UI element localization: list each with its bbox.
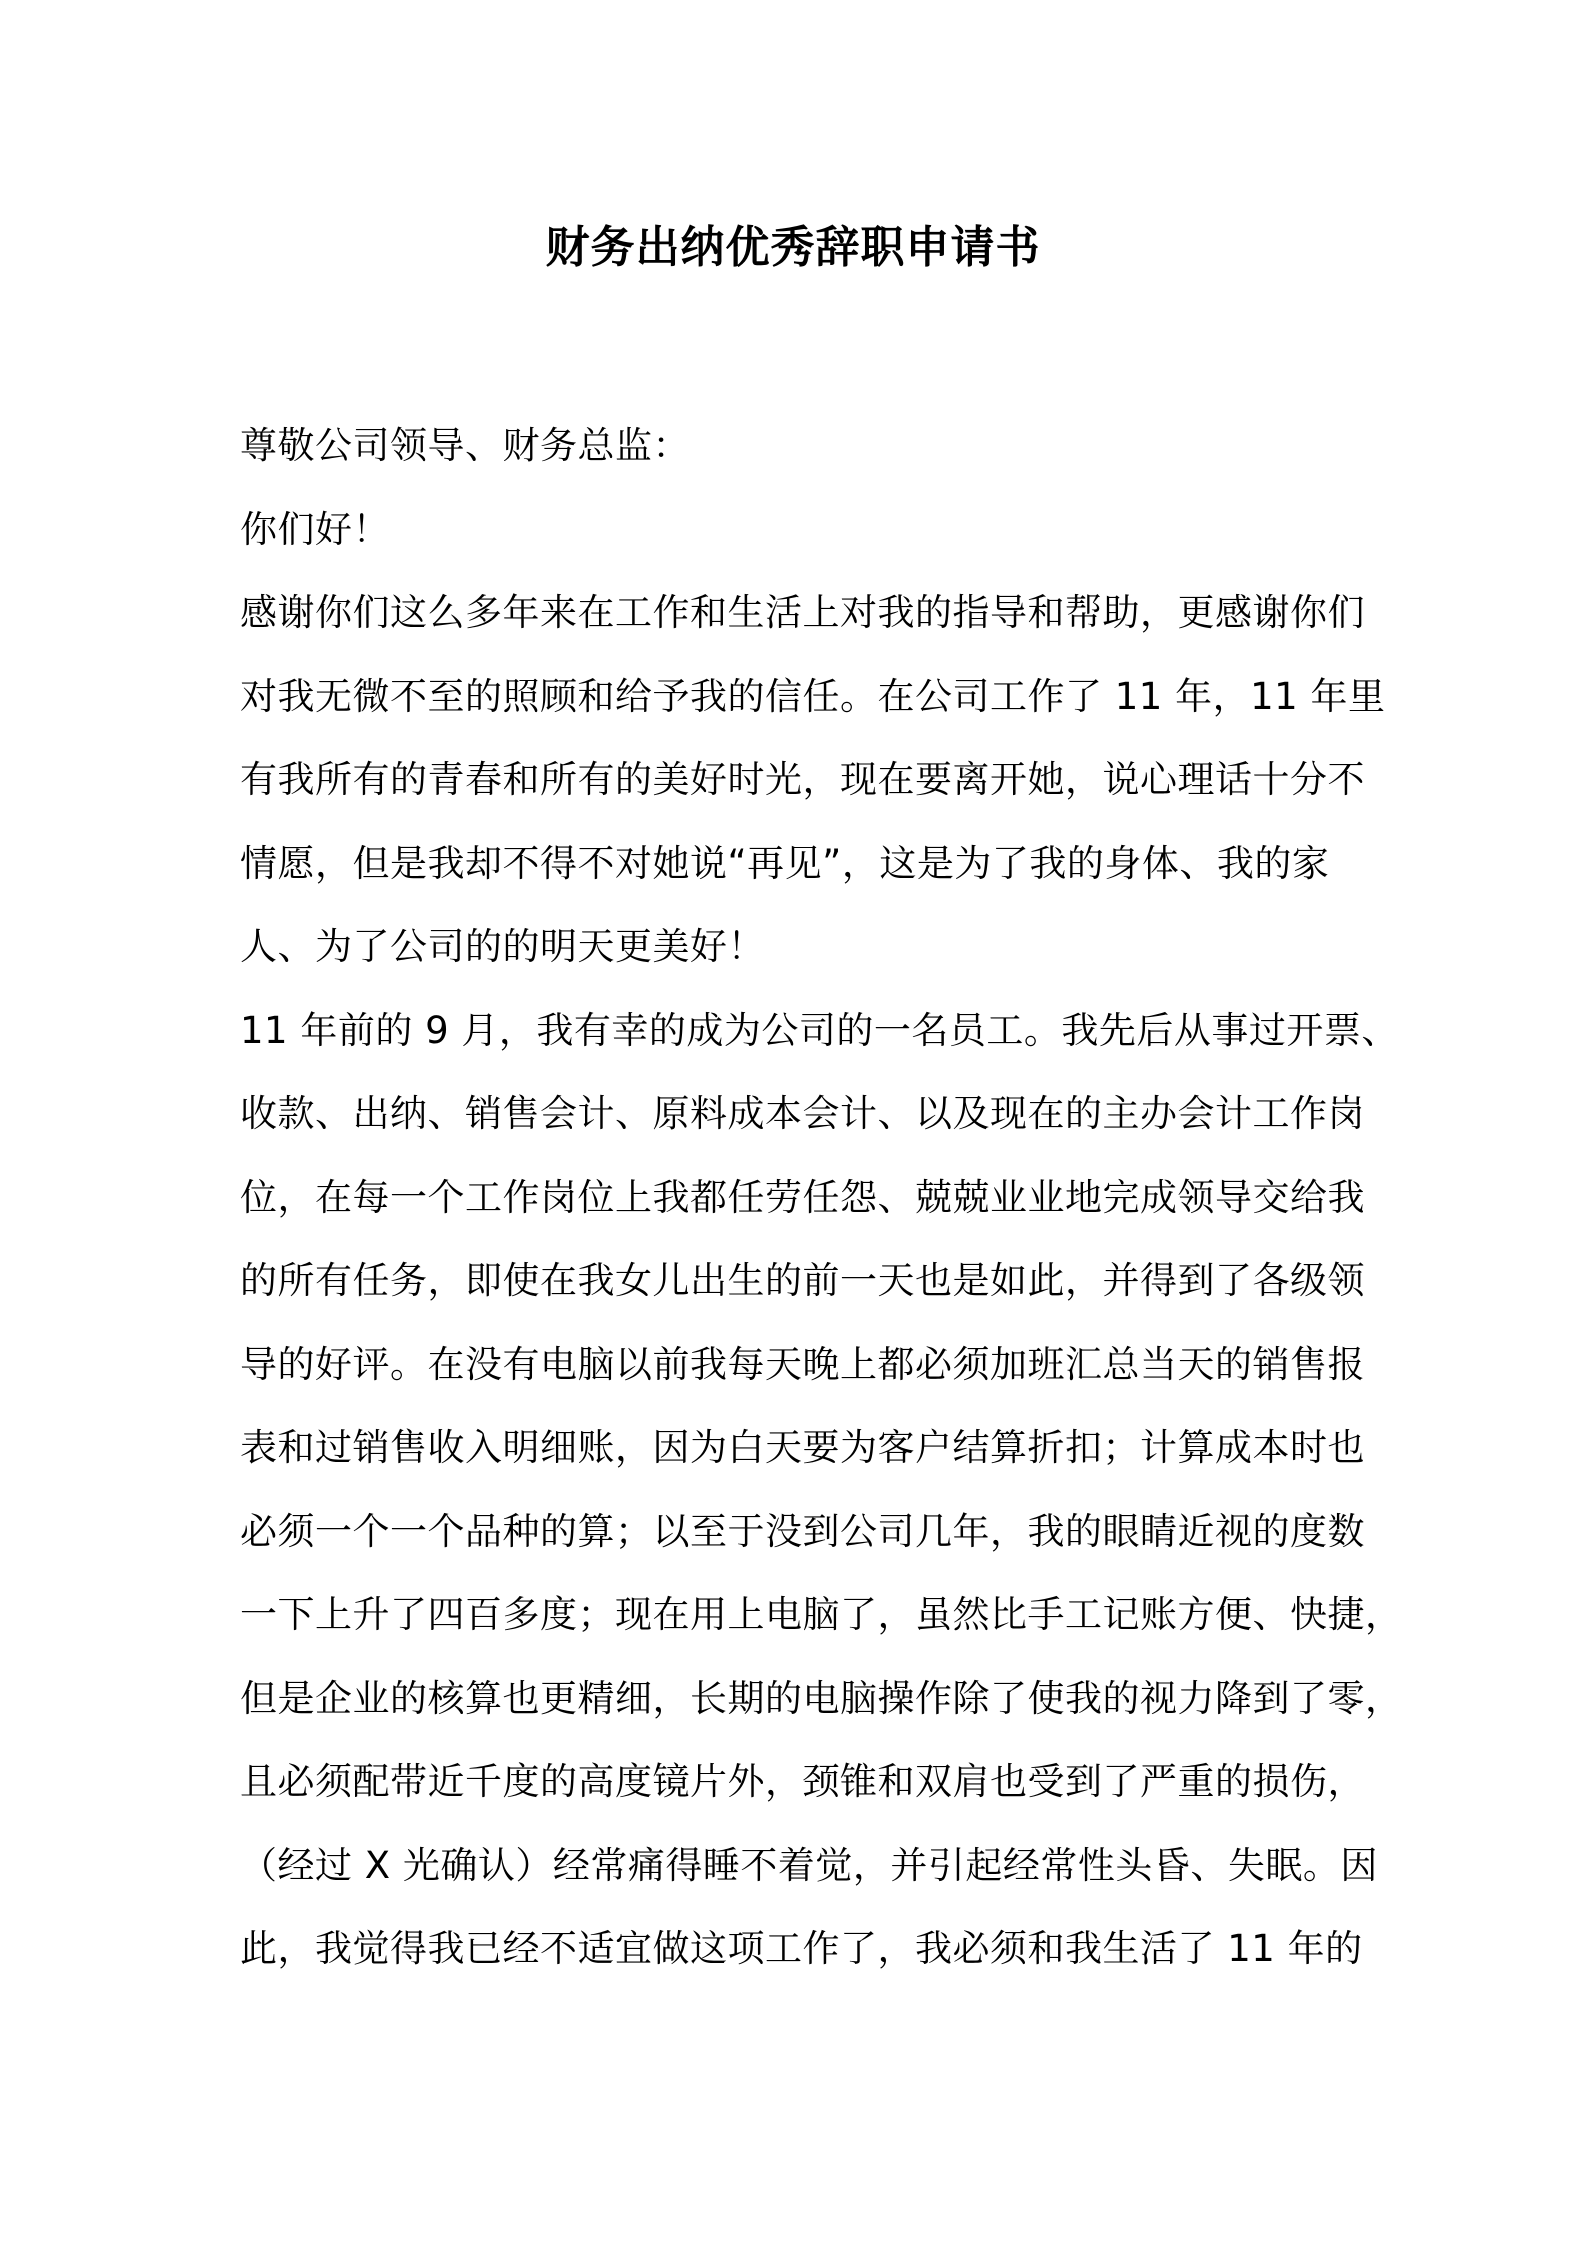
body-line-7: 收款、出纳、销售会计、原料成本会计、以及现在的主办会计工作岗	[240, 1092, 1365, 1135]
body-line-4: 情愿，但是我却不得不对她说“再见”，这是为了我的身体、我的家	[240, 841, 1330, 885]
body-line-11: 表和过销售收入明细账，因为白天要为客户结算折扣；计算成本时也	[240, 1426, 1365, 1469]
body-line-2: 对我无微不至的照顾和给予我的信任。在公司工作了 11 年，11 年里	[240, 674, 1386, 718]
body-line-3: 有我所有的青春和所有的美好时光，现在要离开她，说心理话十分不	[240, 758, 1365, 801]
salutation-line: 尊敬公司领导、财务总监：	[240, 424, 690, 467]
document-title: 财务出纳优秀辞职申请书	[545, 222, 1041, 273]
body-line-16: （经过 X 光确认）经常痛得睡不着觉，并引起经常性头昏、失眠。因	[240, 1843, 1378, 1887]
body-line-12: 必须一个一个品种的算；以至于没到公司几年，我的眼睛近视的度数	[240, 1509, 1365, 1553]
greeting-line: 你们好！	[240, 507, 390, 551]
body-line-10: 导的好评。在没有电脑以前我每天晚上都必须加班汇总当天的销售报	[240, 1342, 1365, 1386]
body-line-13: 一下上升了四百多度；现在用上电脑了，虽然比手工记账方便、快捷，	[240, 1593, 1403, 1636]
body-line-5: 人、为了公司的的明天更美好！	[240, 925, 765, 968]
body-line-17: 此，我觉得我已经不适宜做这项工作了，我必须和我生活了 11 年的	[240, 1927, 1363, 1970]
body-line-14: 但是企业的核算也更精细，长期的电脑操作除了使我的视力降到了零，	[240, 1676, 1403, 1720]
body-line-1: 感谢你们这么多年来在工作和生活上对我的指导和帮助，更感谢你们	[240, 591, 1365, 634]
body-line-6: 11 年前的 9 月，我有幸的成为公司的一名员工。我先后从事过开票、	[240, 1008, 1399, 1052]
letter-body	[240, 404, 1403, 1991]
body-line-8: 位，在每一个工作岗位上我都任劳任怨、兢兢业业地完成领导交给我	[240, 1175, 1365, 1219]
body-line-9: 的所有任务，即使在我女儿出生的前一天也是如此，并得到了各级领	[240, 1259, 1365, 1302]
body-line-15: 且必须配带近千度的高度镜片外，颈锥和双肩也受到了严重的损伤，	[240, 1760, 1365, 1803]
